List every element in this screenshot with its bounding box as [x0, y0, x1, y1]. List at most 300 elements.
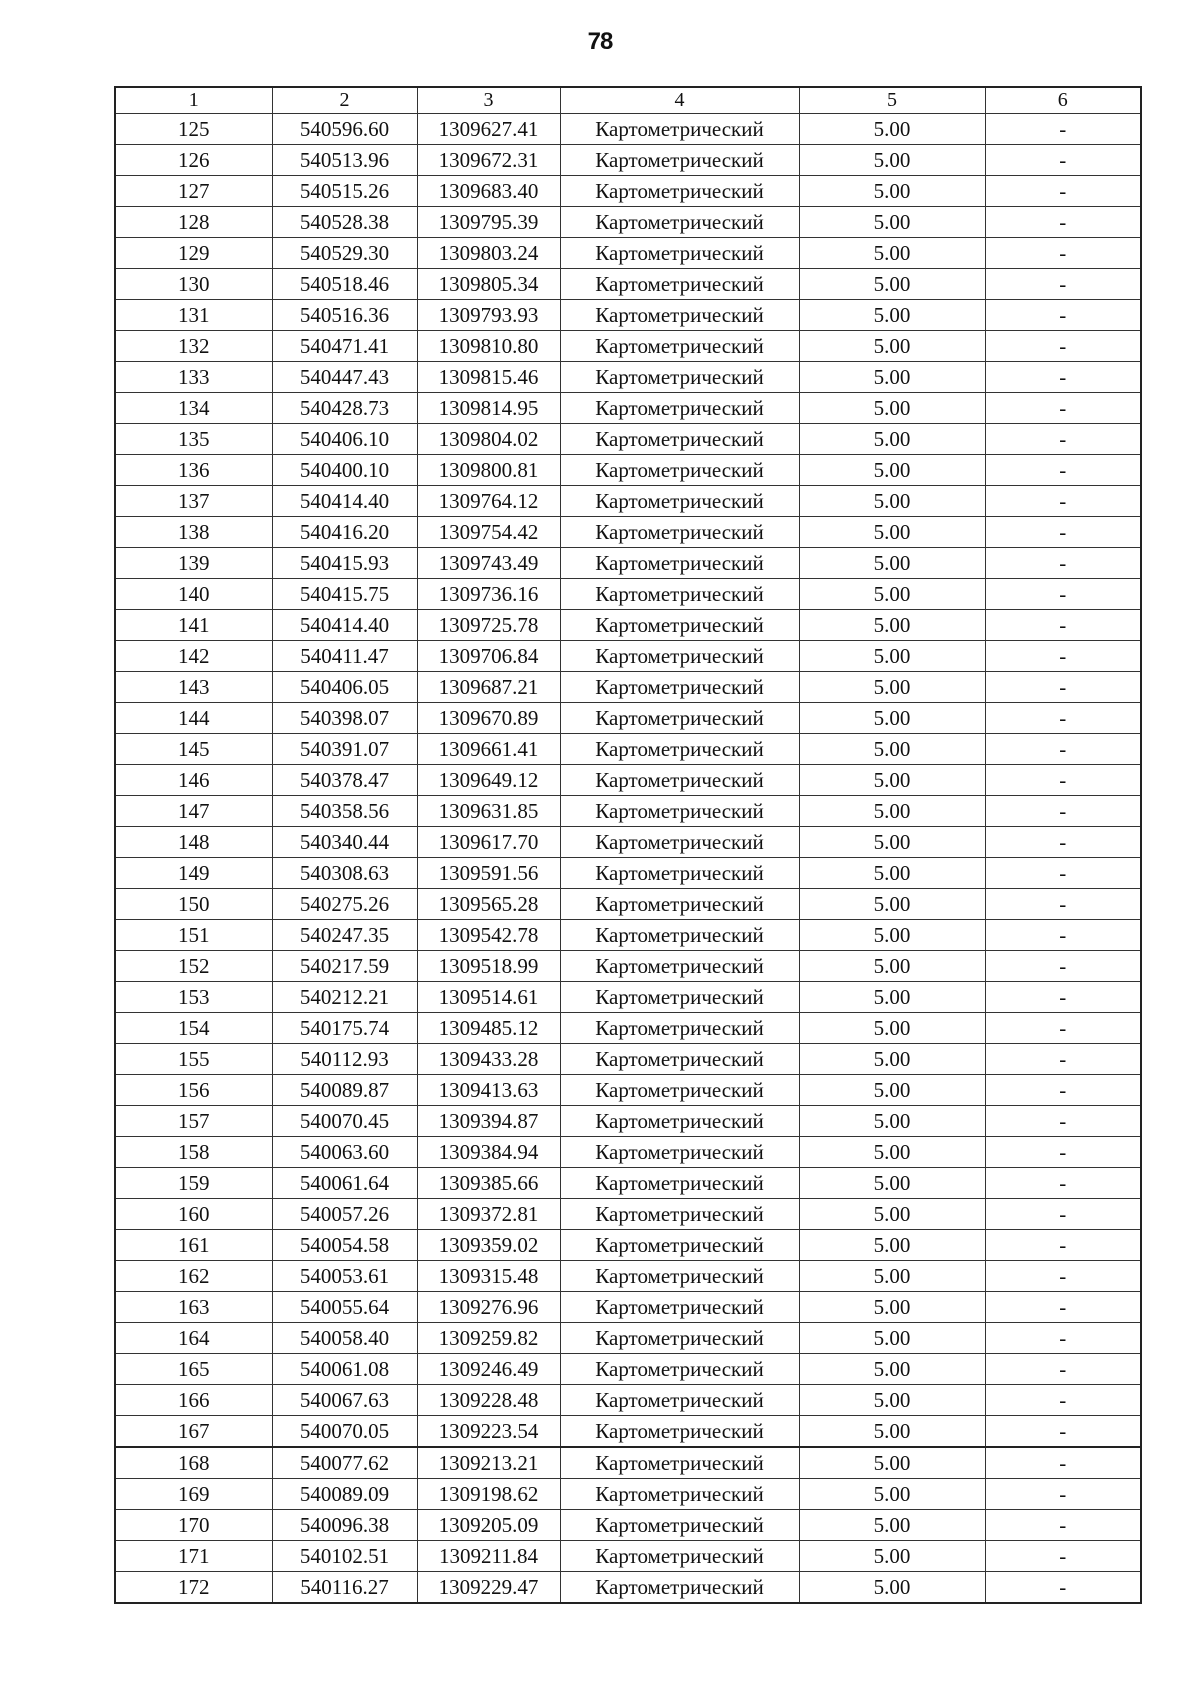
y-coordinate-cell: 1309617.70 — [417, 827, 560, 858]
y-coordinate-cell: 1309764.12 — [417, 486, 560, 517]
accuracy-cell: 5.00 — [799, 827, 985, 858]
method-cell: Картометрический — [560, 362, 799, 393]
description-cell: - — [985, 331, 1141, 362]
y-coordinate-cell: 1309229.47 — [417, 1572, 560, 1604]
description-cell: - — [985, 1385, 1141, 1416]
point-number-cell: 143 — [115, 672, 272, 703]
accuracy-cell: 5.00 — [799, 1416, 985, 1448]
point-number-cell: 128 — [115, 207, 272, 238]
method-cell: Картометрический — [560, 1044, 799, 1075]
method-cell: Картометрический — [560, 1510, 799, 1541]
method-cell: Картометрический — [560, 920, 799, 951]
table-row — [115, 641, 1141, 672]
point-number-cell: 159 — [115, 1168, 272, 1199]
accuracy-cell: 5.00 — [799, 734, 985, 765]
accuracy-cell: 5.00 — [799, 424, 985, 455]
column-header: 1 — [115, 87, 272, 114]
table-row — [115, 114, 1141, 145]
table-row — [115, 579, 1141, 610]
point-number-cell: 162 — [115, 1261, 272, 1292]
point-number-cell: 133 — [115, 362, 272, 393]
x-coordinate-cell: 540414.40 — [272, 486, 417, 517]
table-row — [115, 269, 1141, 300]
point-number-cell: 137 — [115, 486, 272, 517]
point-number-cell: 142 — [115, 641, 272, 672]
point-number-cell: 130 — [115, 269, 272, 300]
description-cell: - — [985, 424, 1141, 455]
description-cell: - — [985, 579, 1141, 610]
accuracy-cell: 5.00 — [799, 765, 985, 796]
table-row — [115, 672, 1141, 703]
table-row — [115, 858, 1141, 889]
y-coordinate-cell: 1309754.42 — [417, 517, 560, 548]
table-row — [115, 889, 1141, 920]
y-coordinate-cell: 1309804.02 — [417, 424, 560, 455]
x-coordinate-cell: 540275.26 — [272, 889, 417, 920]
y-coordinate-cell: 1309565.28 — [417, 889, 560, 920]
y-coordinate-cell: 1309672.31 — [417, 145, 560, 176]
y-coordinate-cell: 1309800.81 — [417, 455, 560, 486]
x-coordinate-cell: 540054.58 — [272, 1230, 417, 1261]
description-cell: - — [985, 1479, 1141, 1510]
accuracy-cell: 5.00 — [799, 1510, 985, 1541]
x-coordinate-cell: 540212.21 — [272, 982, 417, 1013]
method-cell: Картометрический — [560, 1199, 799, 1230]
point-number-cell: 145 — [115, 734, 272, 765]
x-coordinate-cell: 540063.60 — [272, 1137, 417, 1168]
x-coordinate-cell: 540406.05 — [272, 672, 417, 703]
point-number-cell: 153 — [115, 982, 272, 1013]
method-cell: Картометрический — [560, 176, 799, 207]
table-row — [115, 1385, 1141, 1416]
description-cell: - — [985, 1013, 1141, 1044]
x-coordinate-cell: 540112.93 — [272, 1044, 417, 1075]
accuracy-cell: 5.00 — [799, 703, 985, 734]
point-number-cell: 144 — [115, 703, 272, 734]
table-row — [115, 362, 1141, 393]
description-cell: - — [985, 362, 1141, 393]
accuracy-cell: 5.00 — [799, 176, 985, 207]
column-header: 3 — [417, 87, 560, 114]
accuracy-cell: 5.00 — [799, 207, 985, 238]
point-number-cell: 139 — [115, 548, 272, 579]
column-header: 6 — [985, 87, 1141, 114]
description-cell: - — [985, 1168, 1141, 1199]
table-row — [115, 920, 1141, 951]
method-cell: Картометрический — [560, 734, 799, 765]
accuracy-cell: 5.00 — [799, 1292, 985, 1323]
table-row — [115, 827, 1141, 858]
page-number: 78 — [587, 28, 613, 55]
description-cell: - — [985, 951, 1141, 982]
method-cell: Картометрический — [560, 858, 799, 889]
method-cell: Картометрический — [560, 486, 799, 517]
description-cell: - — [985, 517, 1141, 548]
y-coordinate-cell: 1309228.48 — [417, 1385, 560, 1416]
y-coordinate-cell: 1309198.62 — [417, 1479, 560, 1510]
accuracy-cell: 5.00 — [799, 1323, 985, 1354]
y-coordinate-cell: 1309793.93 — [417, 300, 560, 331]
x-coordinate-cell: 540116.27 — [272, 1572, 417, 1604]
description-cell: - — [985, 1447, 1141, 1479]
description-cell: - — [985, 672, 1141, 703]
accuracy-cell: 5.00 — [799, 517, 985, 548]
coordinates-table — [114, 86, 1142, 1604]
method-cell: Картометрический — [560, 641, 799, 672]
x-coordinate-cell: 540061.08 — [272, 1354, 417, 1385]
point-number-cell: 157 — [115, 1106, 272, 1137]
accuracy-cell: 5.00 — [799, 1479, 985, 1510]
x-coordinate-cell: 540247.35 — [272, 920, 417, 951]
y-coordinate-cell: 1309518.99 — [417, 951, 560, 982]
description-cell: - — [985, 145, 1141, 176]
x-coordinate-cell: 540411.47 — [272, 641, 417, 672]
description-cell: - — [985, 796, 1141, 827]
description-cell: - — [985, 765, 1141, 796]
x-coordinate-cell: 540378.47 — [272, 765, 417, 796]
accuracy-cell: 5.00 — [799, 1013, 985, 1044]
description-cell: - — [985, 1199, 1141, 1230]
method-cell: Картометрический — [560, 331, 799, 362]
accuracy-cell: 5.00 — [799, 1199, 985, 1230]
x-coordinate-cell: 540400.10 — [272, 455, 417, 486]
method-cell: Картометрический — [560, 1479, 799, 1510]
y-coordinate-cell: 1309815.46 — [417, 362, 560, 393]
point-number-cell: 127 — [115, 176, 272, 207]
table-row — [115, 1106, 1141, 1137]
table-row — [115, 1013, 1141, 1044]
method-cell: Картометрический — [560, 827, 799, 858]
method-cell: Картометрический — [560, 951, 799, 982]
y-coordinate-cell: 1309394.87 — [417, 1106, 560, 1137]
y-coordinate-cell: 1309359.02 — [417, 1230, 560, 1261]
method-cell: Картометрический — [560, 1354, 799, 1385]
table-row — [115, 1323, 1141, 1354]
description-cell: - — [985, 455, 1141, 486]
accuracy-cell: 5.00 — [799, 1447, 985, 1479]
point-number-cell: 126 — [115, 145, 272, 176]
point-number-cell: 166 — [115, 1385, 272, 1416]
y-coordinate-cell: 1309661.41 — [417, 734, 560, 765]
y-coordinate-cell: 1309687.21 — [417, 672, 560, 703]
description-cell: - — [985, 982, 1141, 1013]
method-cell: Картометрический — [560, 703, 799, 734]
accuracy-cell: 5.00 — [799, 889, 985, 920]
method-cell: Картометрический — [560, 1447, 799, 1479]
y-coordinate-cell: 1309276.96 — [417, 1292, 560, 1323]
table-row — [115, 1044, 1141, 1075]
point-number-cell: 171 — [115, 1541, 272, 1572]
method-cell: Картометрический — [560, 765, 799, 796]
point-number-cell: 134 — [115, 393, 272, 424]
y-coordinate-cell: 1309223.54 — [417, 1416, 560, 1448]
accuracy-cell: 5.00 — [799, 579, 985, 610]
point-number-cell: 151 — [115, 920, 272, 951]
y-coordinate-cell: 1309670.89 — [417, 703, 560, 734]
method-cell: Картометрический — [560, 393, 799, 424]
column-header: 2 — [272, 87, 417, 114]
y-coordinate-cell: 1309814.95 — [417, 393, 560, 424]
x-coordinate-cell: 540340.44 — [272, 827, 417, 858]
x-coordinate-cell: 540398.07 — [272, 703, 417, 734]
x-coordinate-cell: 540414.40 — [272, 610, 417, 641]
x-coordinate-cell: 540175.74 — [272, 1013, 417, 1044]
method-cell: Картометрический — [560, 300, 799, 331]
table-row — [115, 517, 1141, 548]
accuracy-cell: 5.00 — [799, 300, 985, 331]
table-row — [115, 207, 1141, 238]
point-number-cell: 172 — [115, 1572, 272, 1604]
table-body — [115, 114, 1141, 1604]
method-cell: Картометрический — [560, 1385, 799, 1416]
description-cell: - — [985, 269, 1141, 300]
point-number-cell: 160 — [115, 1199, 272, 1230]
table-row — [115, 1510, 1141, 1541]
x-coordinate-cell: 540406.10 — [272, 424, 417, 455]
accuracy-cell: 5.00 — [799, 920, 985, 951]
description-cell: - — [985, 1230, 1141, 1261]
x-coordinate-cell: 540513.96 — [272, 145, 417, 176]
y-coordinate-cell: 1309591.56 — [417, 858, 560, 889]
accuracy-cell: 5.00 — [799, 114, 985, 145]
x-coordinate-cell: 540415.93 — [272, 548, 417, 579]
y-coordinate-cell: 1309805.34 — [417, 269, 560, 300]
x-coordinate-cell: 540058.40 — [272, 1323, 417, 1354]
description-cell: - — [985, 548, 1141, 579]
description-cell: - — [985, 734, 1141, 765]
table-row — [115, 1354, 1141, 1385]
description-cell: - — [985, 1572, 1141, 1604]
x-coordinate-cell: 540516.36 — [272, 300, 417, 331]
table-row — [115, 1199, 1141, 1230]
accuracy-cell: 5.00 — [799, 1572, 985, 1604]
description-cell: - — [985, 238, 1141, 269]
x-coordinate-cell: 540471.41 — [272, 331, 417, 362]
x-coordinate-cell: 540096.38 — [272, 1510, 417, 1541]
accuracy-cell: 5.00 — [799, 331, 985, 362]
point-number-cell: 152 — [115, 951, 272, 982]
accuracy-cell: 5.00 — [799, 1168, 985, 1199]
point-number-cell: 129 — [115, 238, 272, 269]
method-cell: Картометрический — [560, 1292, 799, 1323]
description-cell: - — [985, 641, 1141, 672]
method-cell: Картометрический — [560, 610, 799, 641]
description-cell: - — [985, 827, 1141, 858]
x-coordinate-cell: 540358.56 — [272, 796, 417, 827]
table-row — [115, 548, 1141, 579]
description-cell: - — [985, 1323, 1141, 1354]
point-number-cell: 149 — [115, 858, 272, 889]
x-coordinate-cell: 540070.45 — [272, 1106, 417, 1137]
table-row — [115, 1541, 1141, 1572]
description-cell: - — [985, 393, 1141, 424]
accuracy-cell: 5.00 — [799, 858, 985, 889]
y-coordinate-cell: 1309372.81 — [417, 1199, 560, 1230]
description-cell: - — [985, 858, 1141, 889]
y-coordinate-cell: 1309384.94 — [417, 1137, 560, 1168]
accuracy-cell: 5.00 — [799, 238, 985, 269]
accuracy-cell: 5.00 — [799, 145, 985, 176]
point-number-cell: 169 — [115, 1479, 272, 1510]
point-number-cell: 158 — [115, 1137, 272, 1168]
point-number-cell: 147 — [115, 796, 272, 827]
x-coordinate-cell: 540518.46 — [272, 269, 417, 300]
method-cell: Картометрический — [560, 889, 799, 920]
table-row — [115, 331, 1141, 362]
method-cell: Картометрический — [560, 269, 799, 300]
table-row — [115, 982, 1141, 1013]
point-number-cell: 135 — [115, 424, 272, 455]
description-cell: - — [985, 486, 1141, 517]
y-coordinate-cell: 1309683.40 — [417, 176, 560, 207]
table-row — [115, 1137, 1141, 1168]
accuracy-cell: 5.00 — [799, 1044, 985, 1075]
description-cell: - — [985, 207, 1141, 238]
table-row — [115, 145, 1141, 176]
table-row — [115, 1572, 1141, 1604]
description-cell: - — [985, 1137, 1141, 1168]
method-cell: Картометрический — [560, 1416, 799, 1448]
point-number-cell: 136 — [115, 455, 272, 486]
description-cell: - — [985, 1541, 1141, 1572]
method-cell: Картометрический — [560, 517, 799, 548]
accuracy-cell: 5.00 — [799, 951, 985, 982]
method-cell: Картометрический — [560, 1230, 799, 1261]
point-number-cell: 125 — [115, 114, 272, 145]
point-number-cell: 132 — [115, 331, 272, 362]
accuracy-cell: 5.00 — [799, 796, 985, 827]
accuracy-cell: 5.00 — [799, 610, 985, 641]
table-row — [115, 1168, 1141, 1199]
method-cell: Картометрический — [560, 1137, 799, 1168]
accuracy-cell: 5.00 — [799, 1137, 985, 1168]
point-number-cell: 161 — [115, 1230, 272, 1261]
accuracy-cell: 5.00 — [799, 1541, 985, 1572]
description-cell: - — [985, 1292, 1141, 1323]
y-coordinate-cell: 1309433.28 — [417, 1044, 560, 1075]
x-coordinate-cell: 540089.87 — [272, 1075, 417, 1106]
y-coordinate-cell: 1309259.82 — [417, 1323, 560, 1354]
method-cell: Картометрический — [560, 1541, 799, 1572]
accuracy-cell: 5.00 — [799, 641, 985, 672]
description-cell: - — [985, 1106, 1141, 1137]
y-coordinate-cell: 1309211.84 — [417, 1541, 560, 1572]
x-coordinate-cell: 540055.64 — [272, 1292, 417, 1323]
x-coordinate-cell: 540416.20 — [272, 517, 417, 548]
method-cell: Картометрический — [560, 548, 799, 579]
column-header: 4 — [560, 87, 799, 114]
description-cell: - — [985, 889, 1141, 920]
description-cell: - — [985, 1044, 1141, 1075]
table-row — [115, 176, 1141, 207]
x-coordinate-cell: 540528.38 — [272, 207, 417, 238]
description-cell: - — [985, 300, 1141, 331]
accuracy-cell: 5.00 — [799, 1106, 985, 1137]
y-coordinate-cell: 1309706.84 — [417, 641, 560, 672]
method-cell: Картометрический — [560, 1261, 799, 1292]
table-header-row — [115, 87, 1141, 114]
accuracy-cell: 5.00 — [799, 269, 985, 300]
method-cell: Картометрический — [560, 796, 799, 827]
y-coordinate-cell: 1309413.63 — [417, 1075, 560, 1106]
x-coordinate-cell: 540596.60 — [272, 114, 417, 145]
y-coordinate-cell: 1309542.78 — [417, 920, 560, 951]
x-coordinate-cell: 540515.26 — [272, 176, 417, 207]
y-coordinate-cell: 1309649.12 — [417, 765, 560, 796]
point-number-cell: 163 — [115, 1292, 272, 1323]
description-cell: - — [985, 703, 1141, 734]
x-coordinate-cell: 540415.75 — [272, 579, 417, 610]
method-cell: Картометрический — [560, 672, 799, 703]
point-number-cell: 138 — [115, 517, 272, 548]
x-coordinate-cell: 540070.05 — [272, 1416, 417, 1448]
y-coordinate-cell: 1309795.39 — [417, 207, 560, 238]
method-cell: Картометрический — [560, 1323, 799, 1354]
x-coordinate-cell: 540089.09 — [272, 1479, 417, 1510]
accuracy-cell: 5.00 — [799, 1075, 985, 1106]
table-row — [115, 765, 1141, 796]
x-coordinate-cell: 540057.26 — [272, 1199, 417, 1230]
y-coordinate-cell: 1309485.12 — [417, 1013, 560, 1044]
accuracy-cell: 5.00 — [799, 455, 985, 486]
point-number-cell: 167 — [115, 1416, 272, 1448]
x-coordinate-cell: 540428.73 — [272, 393, 417, 424]
description-cell: - — [985, 1261, 1141, 1292]
point-number-cell: 146 — [115, 765, 272, 796]
y-coordinate-cell: 1309205.09 — [417, 1510, 560, 1541]
accuracy-cell: 5.00 — [799, 486, 985, 517]
method-cell: Картометрический — [560, 1168, 799, 1199]
y-coordinate-cell: 1309631.85 — [417, 796, 560, 827]
table-row — [115, 1261, 1141, 1292]
point-number-cell: 141 — [115, 610, 272, 641]
table-row — [115, 1479, 1141, 1510]
method-cell: Картометрический — [560, 238, 799, 269]
point-number-cell: 140 — [115, 579, 272, 610]
method-cell: Картометрический — [560, 982, 799, 1013]
description-cell: - — [985, 610, 1141, 641]
table-row — [115, 300, 1141, 331]
method-cell: Картометрический — [560, 145, 799, 176]
point-number-cell: 154 — [115, 1013, 272, 1044]
y-coordinate-cell: 1309725.78 — [417, 610, 560, 641]
x-coordinate-cell: 540067.63 — [272, 1385, 417, 1416]
y-coordinate-cell: 1309385.66 — [417, 1168, 560, 1199]
table-row — [115, 1230, 1141, 1261]
point-number-cell: 131 — [115, 300, 272, 331]
table-row — [115, 703, 1141, 734]
x-coordinate-cell: 540447.43 — [272, 362, 417, 393]
x-coordinate-cell: 540061.64 — [272, 1168, 417, 1199]
x-coordinate-cell: 540529.30 — [272, 238, 417, 269]
table-row — [115, 393, 1141, 424]
point-number-cell: 164 — [115, 1323, 272, 1354]
table-row — [115, 455, 1141, 486]
method-cell: Картометрический — [560, 1106, 799, 1137]
method-cell: Картометрический — [560, 1075, 799, 1106]
description-cell: - — [985, 1416, 1141, 1448]
method-cell: Картометрический — [560, 579, 799, 610]
table-row — [115, 796, 1141, 827]
table-row — [115, 1075, 1141, 1106]
method-cell: Картометрический — [560, 1572, 799, 1604]
table-row — [115, 486, 1141, 517]
accuracy-cell: 5.00 — [799, 1230, 985, 1261]
x-coordinate-cell: 540077.62 — [272, 1447, 417, 1479]
point-number-cell: 148 — [115, 827, 272, 858]
accuracy-cell: 5.00 — [799, 393, 985, 424]
point-number-cell: 168 — [115, 1447, 272, 1479]
